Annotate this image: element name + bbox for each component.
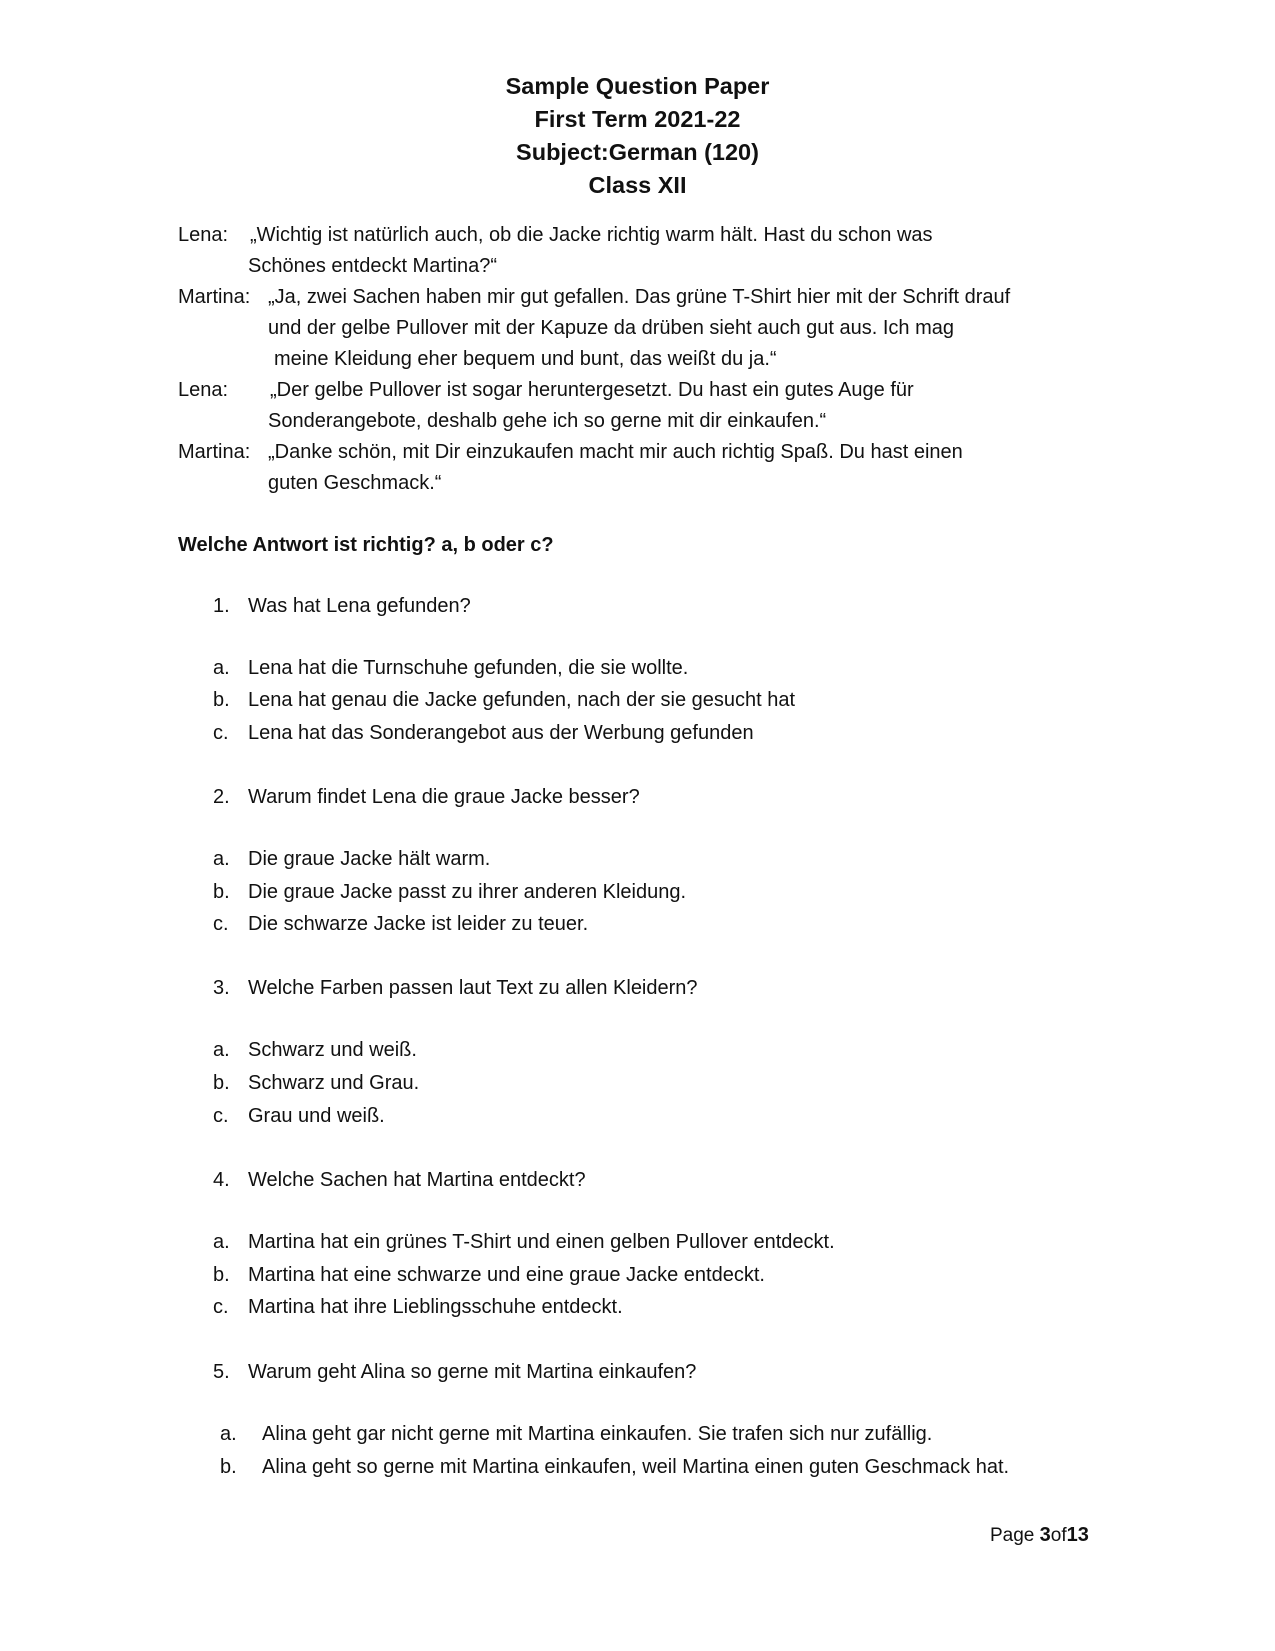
option-letter: b. (213, 1264, 230, 1286)
option-text: Lena hat die Turnschuhe gefunden, die sie wollte. (248, 657, 689, 679)
option-text: Lena hat genau die Jacke gefunden, nach der sie gesucht hat (248, 689, 796, 711)
instruction-heading: Welche Antwort ist richtig? a, b oder c? (178, 534, 554, 556)
dialogue-line: und der gelbe Pullover mit der Kapuze da drüben sieht auch gut aus. Ich mag (268, 317, 954, 339)
dialogue-line: „Danke schön, mit Dir einzukaufen macht mir auch richtig Spaß. Du hast einen (268, 441, 963, 463)
current-page: 3 (1039, 1524, 1051, 1546)
title-sample-question-paper: Sample Question Paper (505, 73, 770, 99)
option-text: Martina hat ihre Lieblingsschuhe entdeckt. (248, 1296, 623, 1318)
option-text: Alina geht gar nicht gerne mit Martina einkaufen. Sie trafen sich nur zufällig. (262, 1423, 933, 1445)
option-text: Die schwarze Jacke ist leider zu teuer. (248, 913, 589, 935)
question-number: 2. (213, 786, 230, 808)
option-letter: a. (220, 1423, 237, 1445)
question-text: Warum geht Alina so gerne mit Martina einkaufen? (248, 1361, 697, 1383)
option-letter: a. (213, 1231, 230, 1253)
option-text: Grau und weiß. (248, 1105, 385, 1127)
option-text: Martina hat eine schwarze und eine graue Jacke entdeckt. (248, 1264, 765, 1286)
title-class: Class XII (588, 172, 687, 198)
option-letter: b. (213, 1072, 230, 1094)
title-term: First Term 2021-22 (534, 106, 741, 132)
question-text: Welche Farben passen laut Text zu allen Kleidern? (248, 977, 698, 999)
question-text: Welche Sachen hat Martina entdeckt? (248, 1169, 586, 1191)
option-text: Martina hat ein grünes T-Shirt und einen gelben Pullover entdeckt. (248, 1231, 835, 1253)
speaker-label: Martina: (178, 441, 251, 463)
option-letter: c. (213, 1105, 229, 1127)
question-number: 5. (213, 1361, 230, 1383)
question-number: 4. (213, 1169, 230, 1191)
dialogue-line: Sonderangebote, deshalb gehe ich so gerne mit dir einkaufen.“ (268, 410, 827, 432)
dialogue-line: guten Geschmack.“ (268, 472, 442, 494)
option-text: Lena hat das Sonderangebot aus der Werbung gefunden (248, 722, 754, 744)
question-number: 1. (213, 595, 230, 617)
option-letter: a. (213, 848, 230, 870)
speaker-label: Martina: (178, 286, 251, 308)
option-text: Die graue Jacke passt zu ihrer anderen Kleidung. (248, 881, 687, 903)
total-pages: 13 (1066, 1524, 1089, 1546)
option-letter: c. (213, 722, 229, 744)
option-text: Alina geht so gerne mit Martina einkaufen, weil Martina einen guten Geschmack hat. (262, 1456, 1010, 1478)
speaker-label: Lena: (178, 224, 229, 246)
option-letter: a. (213, 657, 230, 679)
option-letter: c. (213, 913, 229, 935)
question-text: Warum findet Lena die graue Jacke besser? (248, 786, 640, 808)
dialogue-line: „Wichtig ist natürlich auch, ob die Jacke richtig warm hält. Hast du schon was (250, 224, 933, 246)
option-letter: a. (213, 1039, 230, 1061)
dialogue-line: meine Kleidung eher bequem und bunt, das weißt du ja.“ (274, 348, 777, 370)
title-subject: Subject:German (120) (516, 139, 759, 165)
dialogue-line: „Ja, zwei Sachen haben mir gut gefallen. Das grüne T-Shirt hier mit der Schrift drauf (268, 286, 1011, 308)
option-text: Schwarz und Grau. (248, 1072, 420, 1094)
page-number (990, 1524, 1089, 1547)
page-word: Page (990, 1525, 1040, 1546)
dialogue-line: Schönes entdeckt Martina?“ (248, 255, 498, 277)
question-number: 3. (213, 977, 230, 999)
dialogue-line: „Der gelbe Pullover ist sogar heruntergesetzt. Du hast ein gutes Auge für (270, 379, 914, 401)
speaker-label: Lena: (178, 379, 229, 401)
question-text: Was hat Lena gefunden? (248, 595, 471, 617)
option-letter: b. (220, 1456, 237, 1478)
option-letter: b. (213, 689, 230, 711)
option-letter: c. (213, 1296, 229, 1318)
option-letter: b. (213, 881, 230, 903)
option-text: Schwarz und weiß. (248, 1039, 417, 1061)
option-text: Die graue Jacke hält warm. (248, 848, 491, 870)
of-word: of (1050, 1525, 1067, 1546)
